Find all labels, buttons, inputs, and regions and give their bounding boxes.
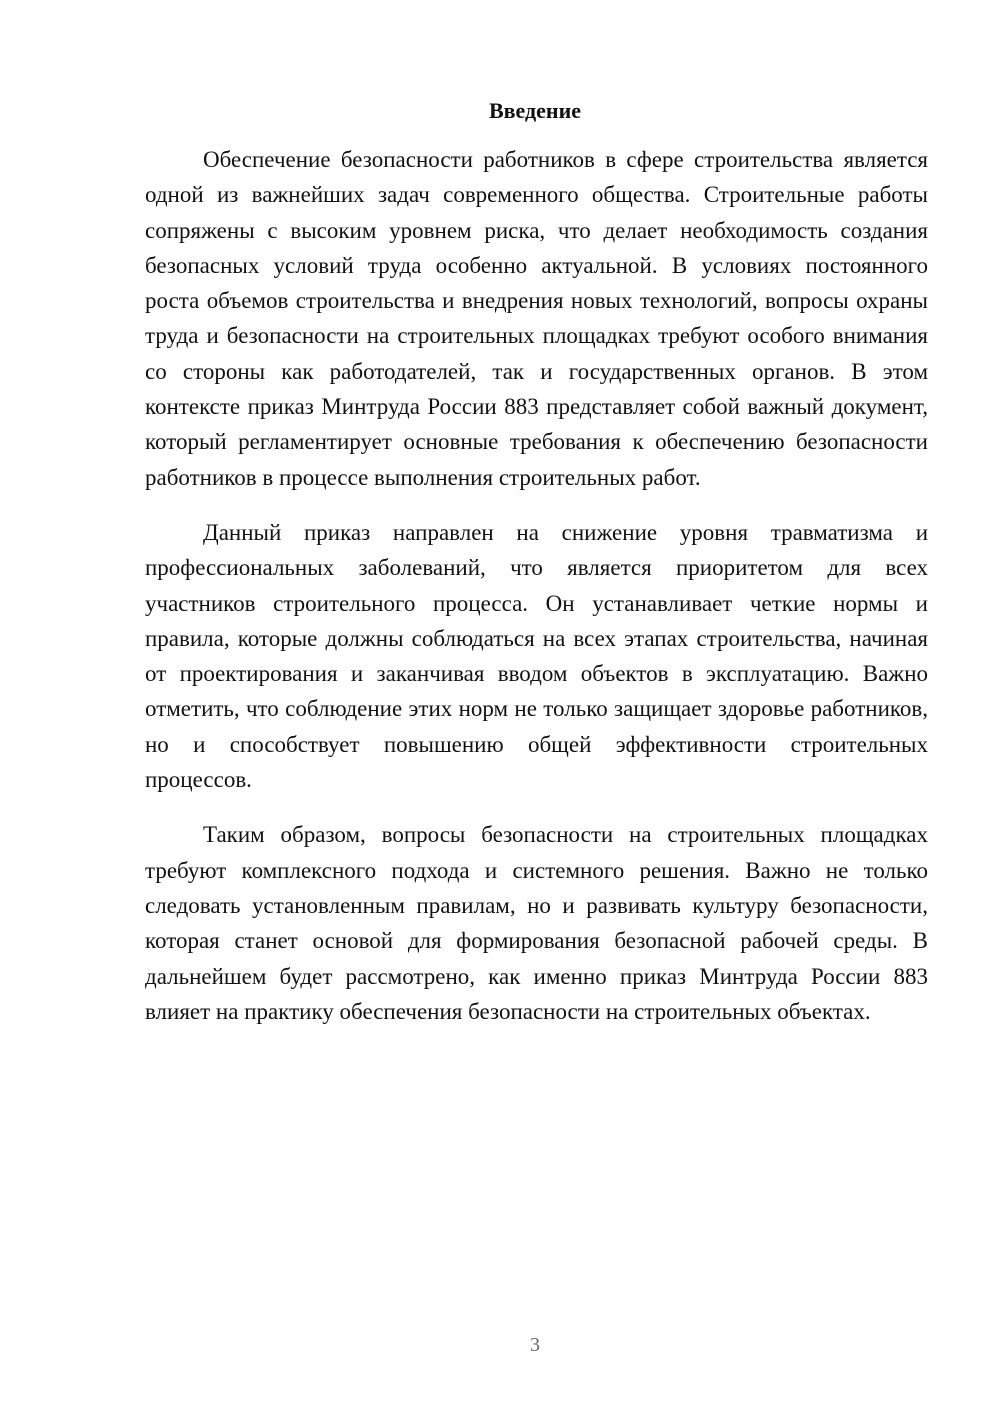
paragraph-2: Данный приказ направлен на снижение уровня травматизма и профессиональных заболеваний, что является приоритетом для всех участников строительного процесса. Он устанавливает четкие нормы и правила, которые должны соблюдаться на всех этапах строительства, начиная от проектирования и заканчивая вводом объектов в эксплуатацию. Важно отметить, что соблюдение этих норм не только защищает здоровье работников, но и способствует повышению общей эффективности строительных процессов.	[145, 519, 928, 793]
body-text	[145, 142, 928, 1049]
page-number: 3	[530, 1334, 540, 1356]
section-heading: Введение	[488, 98, 582, 123]
paragraph-3: Таким образом, вопросы безопасности на строительных площадках требуют комплексного подхода и системного решения. Важно не только следовать установленным правилам, но и развивать культуру безопасности, которая станет основой для формирования безопасной рабочей среды. В дальнейшем будет рассмотрено, как именно приказ Минтруда России 883 влияет на практику обеспечения безопасности на строительных объектах.	[145, 822, 928, 1024]
paragraph-1: Обеспечение безопасности работников в сфере строительства является одной из важнейших задач современного общества. Строительные работы сопряжены с высоким уровнем риска, что делает необходимость создания безопасных условий труда особенно актуальной. В условиях постоянного роста объемов строительства и внедрения новых технологий, вопросы охраны труда и безопасности на строительных площадках требуют особого внимания со стороны как работодателей, так и государственных органов. В этом контексте приказ Минтруда России 883 представляет собой важный документ, который регламентирует основные требования к обеспечению безопасности работников в процессе выполнения строительных работ.	[145, 147, 928, 490]
